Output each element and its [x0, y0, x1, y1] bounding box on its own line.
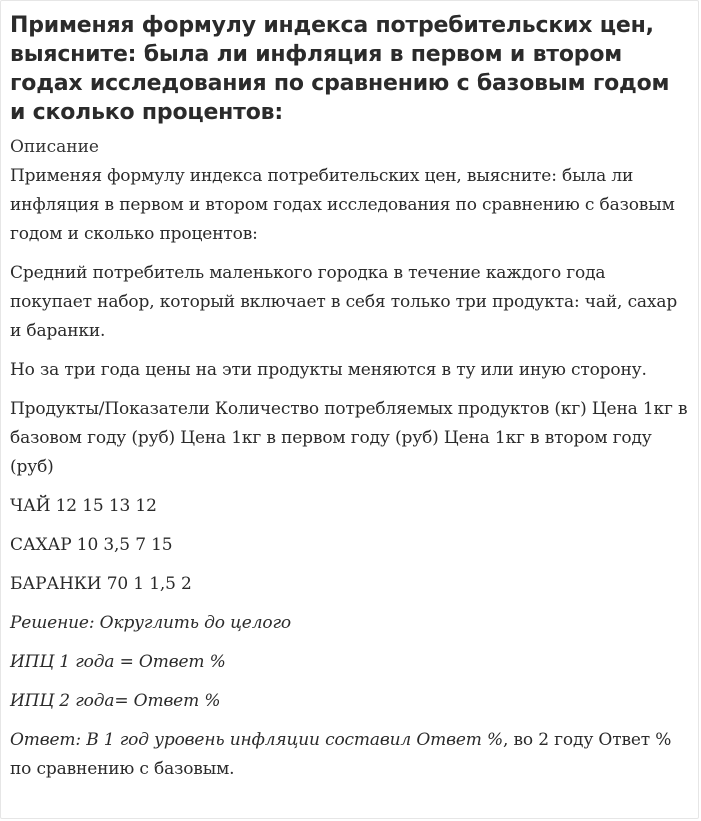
description-paragraph-1: Применяя формулу индекса потребительских цен, выясните: была ли инфляция в первом и втором годах исследования по сравнению с базовым годом и сколько процентов:	[10, 166, 675, 244]
cpi-year-2: ИПЦ 2 года= Ответ %	[10, 691, 221, 711]
cpi-year-1: ИПЦ 1 года = Ответ %	[10, 652, 226, 672]
table-row-bagels: БАРАНКИ 70 1 1,5 2	[10, 574, 192, 594]
question-title: Применяя формулу индекса потребительских цен, выясните: была ли инфляция в первом и втором годах исследования по сравнению с базовым годом и сколько процентов:	[10, 13, 670, 125]
description-paragraph-2: Средний потребитель маленького городка в течение каждого года покупает набор, который включает в себя только три продукта: чай, сахар и баранки.	[10, 263, 678, 341]
table-header-line: Продукты/Показатели Количество потребляемых продуктов (кг) Цена 1кг в базовом году (руб) Цена 1кг в первом году (руб) Цена 1кг в втором году (руб)	[10, 399, 688, 477]
solution-note: Решение: Округлить до целого	[10, 613, 291, 633]
final-answer-italic: Ответ: В 1 год уровень инфляции составил Ответ %	[10, 730, 503, 750]
final-answer-rest: , во 2 году Ответ % по сравнению с базовым.	[10, 730, 672, 779]
table-row-tea: ЧАЙ 12 15 13 12	[10, 496, 157, 516]
table-row-sugar: САХАР 10 3,5 7 15	[10, 535, 173, 555]
description-paragraph-3: Но за три года цены на эти продукты меняются в ту или иную сторону.	[10, 360, 647, 380]
final-answer	[10, 726, 688, 784]
description-label: Описание	[10, 137, 99, 157]
